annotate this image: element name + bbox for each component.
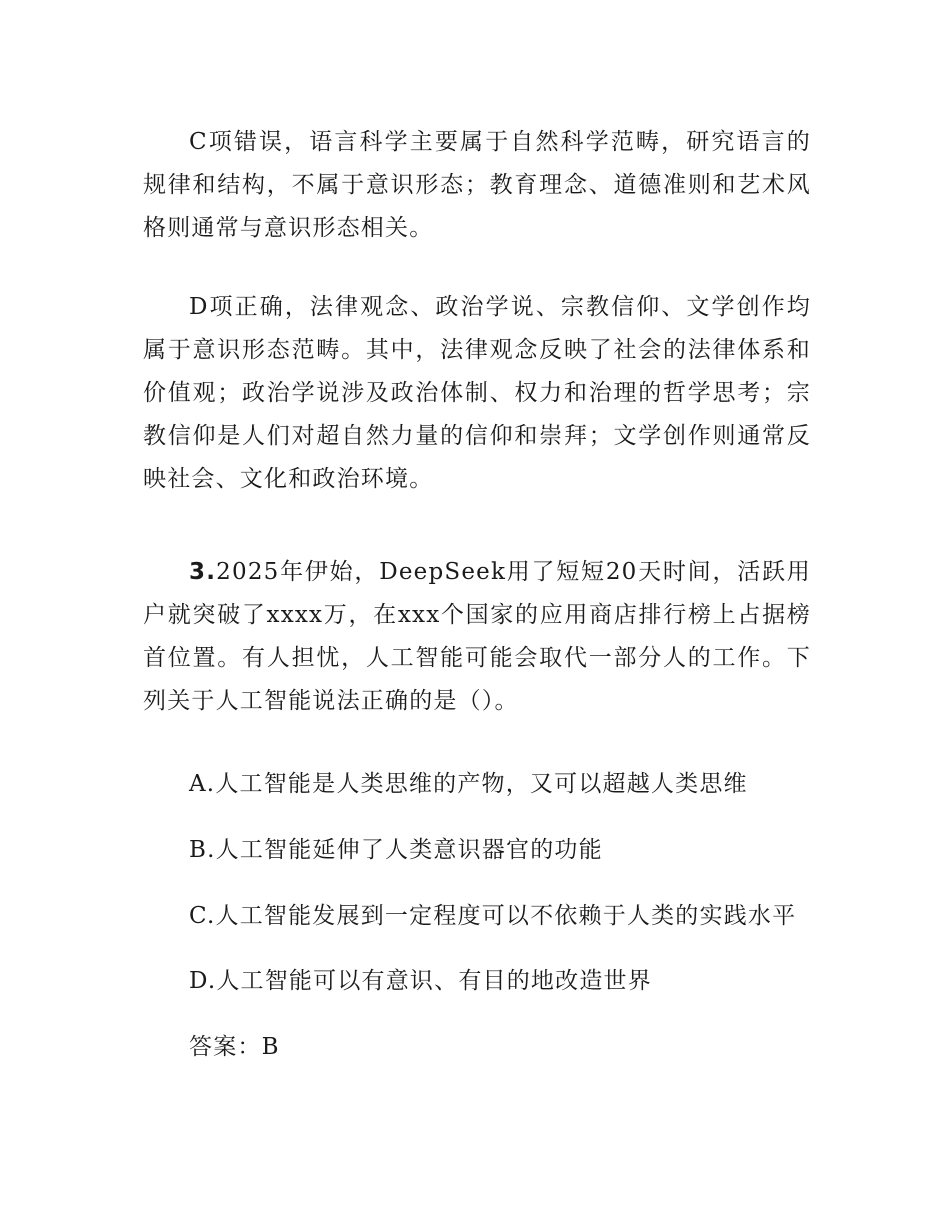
option-c: C.人工智能发展到一定程度可以不依赖于人类的实践水平	[189, 903, 797, 929]
question-number: 3.	[189, 559, 217, 585]
option-b: B.人工智能延伸了人类意识器官的功能	[189, 837, 603, 863]
question-stem-text: 2025年伊始，DeepSeek用了短短20天时间，活跃用户就突破了xxxx万，在xxx个国家的应用商店排行榜上占据榜首位置。有人担忧，人工智能可能会取代一部分人的工作。下列关于人工智能说法正确的是（）。	[143, 559, 811, 714]
question-3-stem	[143, 551, 811, 723]
answer-line: 答案：B	[189, 1034, 280, 1060]
option-d: D.人工智能可以有意识、有目的地改造世界	[189, 968, 652, 994]
option-c-explanation: C项错误，语言科学主要属于自然科学范畴，研究语言的规律和结构，不属于意识形态；教育理念、道德准则和艺术风格则通常与意识形态相关。	[143, 129, 811, 241]
option-d-explanation: D项正确，法律观念、政治学说、宗教信仰、文学创作均属于意识形态范畴。其中，法律观念反映了社会的法律体系和价值观；政治学说涉及政治体制、权力和治理的哲学思考；宗教信仰是人们对超自然力量的信仰和崇拜；文学创作则通常反映社会、文化和政治环境。	[143, 294, 811, 492]
option-a: A.人工智能是人类思维的产物，又可以超越人类思维	[189, 771, 748, 797]
